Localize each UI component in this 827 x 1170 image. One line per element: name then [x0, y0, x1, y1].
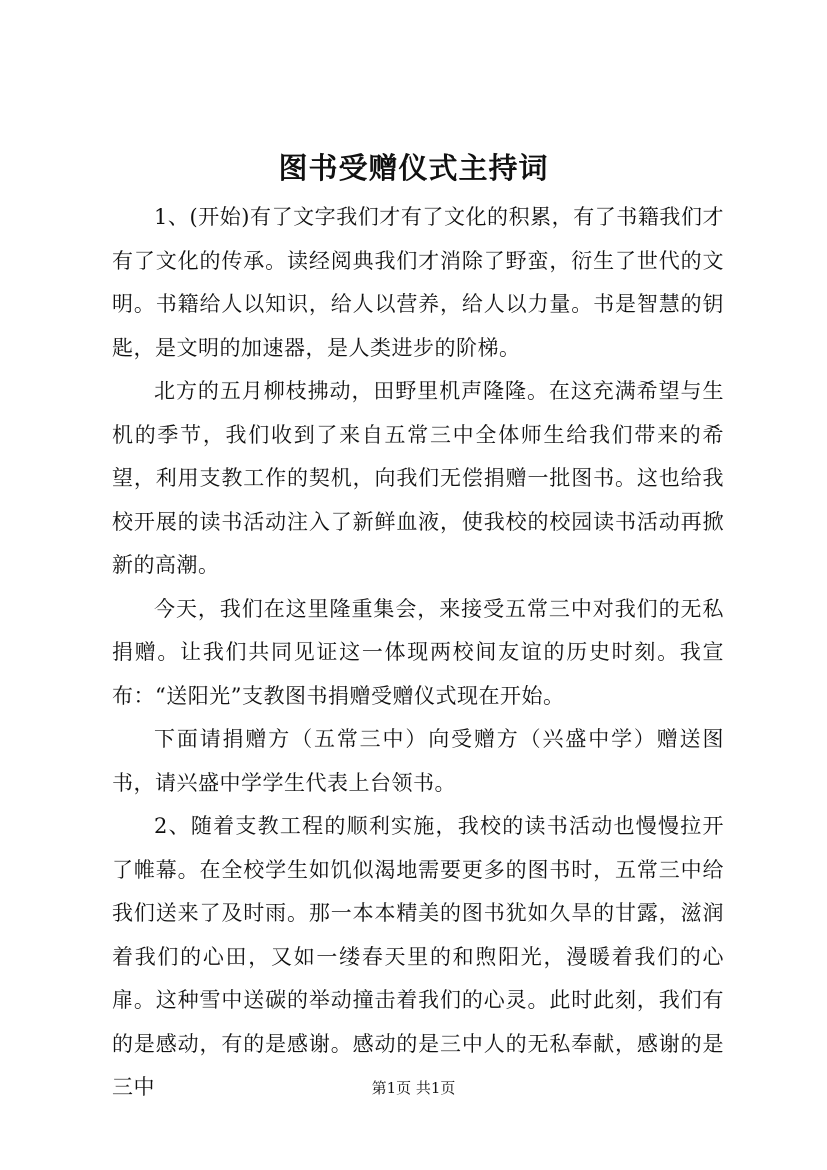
- paragraph-handover: 下面请捐赠方（五常三中）向受赠方（兴盛中学）赠送图书，请兴盛中学学生代表上台领书。: [112, 727, 724, 795]
- document-title: 图书受赠仪式主持词: [278, 151, 549, 185]
- paragraph-opening: 1、(开始)有了文字我们才有了文化的积累，有了书籍我们才有了文化的传承。读经阅典我们才消除了野蛮，衍生了世代的文明。书籍给人以知识，给人以营养，给人以力量。书是智慧的钥匙，是文明的加速器，是人类进步的阶梯。: [112, 205, 724, 360]
- page-footer: 第1页 共1页: [371, 1079, 456, 1097]
- paragraph-gratitude: 2、随着支教工程的顺利实施，我校的读书活动也慢慢拉开了帷幕。在全校学生如饥似渴地需要更多的图书时，五常三中给我们送来了及时雨。那一本本精美的图书犹如久旱的甘露，滋润着我们的心田，又如一缕春天里的和煦阳光，漫暖着我们的心扉。这种雪中送碳的举动撞击着我们的心灵。此时此刻，我们有的是感动，有的是感谢。感动的是三中人的无私奉献，感谢的是三中: [112, 814, 724, 1099]
- paragraph-announcement: 今天，我们在这里隆重集会，来接受五常三中对我们的无私捐赠。让我们共同见证这一体现两校间友谊的历史时刻。我宣布：“送阳光”支教图书捐赠受赠仪式现在开始。: [112, 596, 724, 708]
- document-body: [112, 196, 724, 1110]
- paragraph-season: 北方的五月柳枝拂动，田野里机声隆隆。在这充满希望与生机的季节，我们收到了来自五常三中全体师生给我们带来的希望，利用支教工作的契机，向我们无偿捐赠一批图书。这也给我校开展的读书活动注入了新鲜血液，使我校的校园读书活动再掀新的高潮。: [112, 379, 724, 577]
